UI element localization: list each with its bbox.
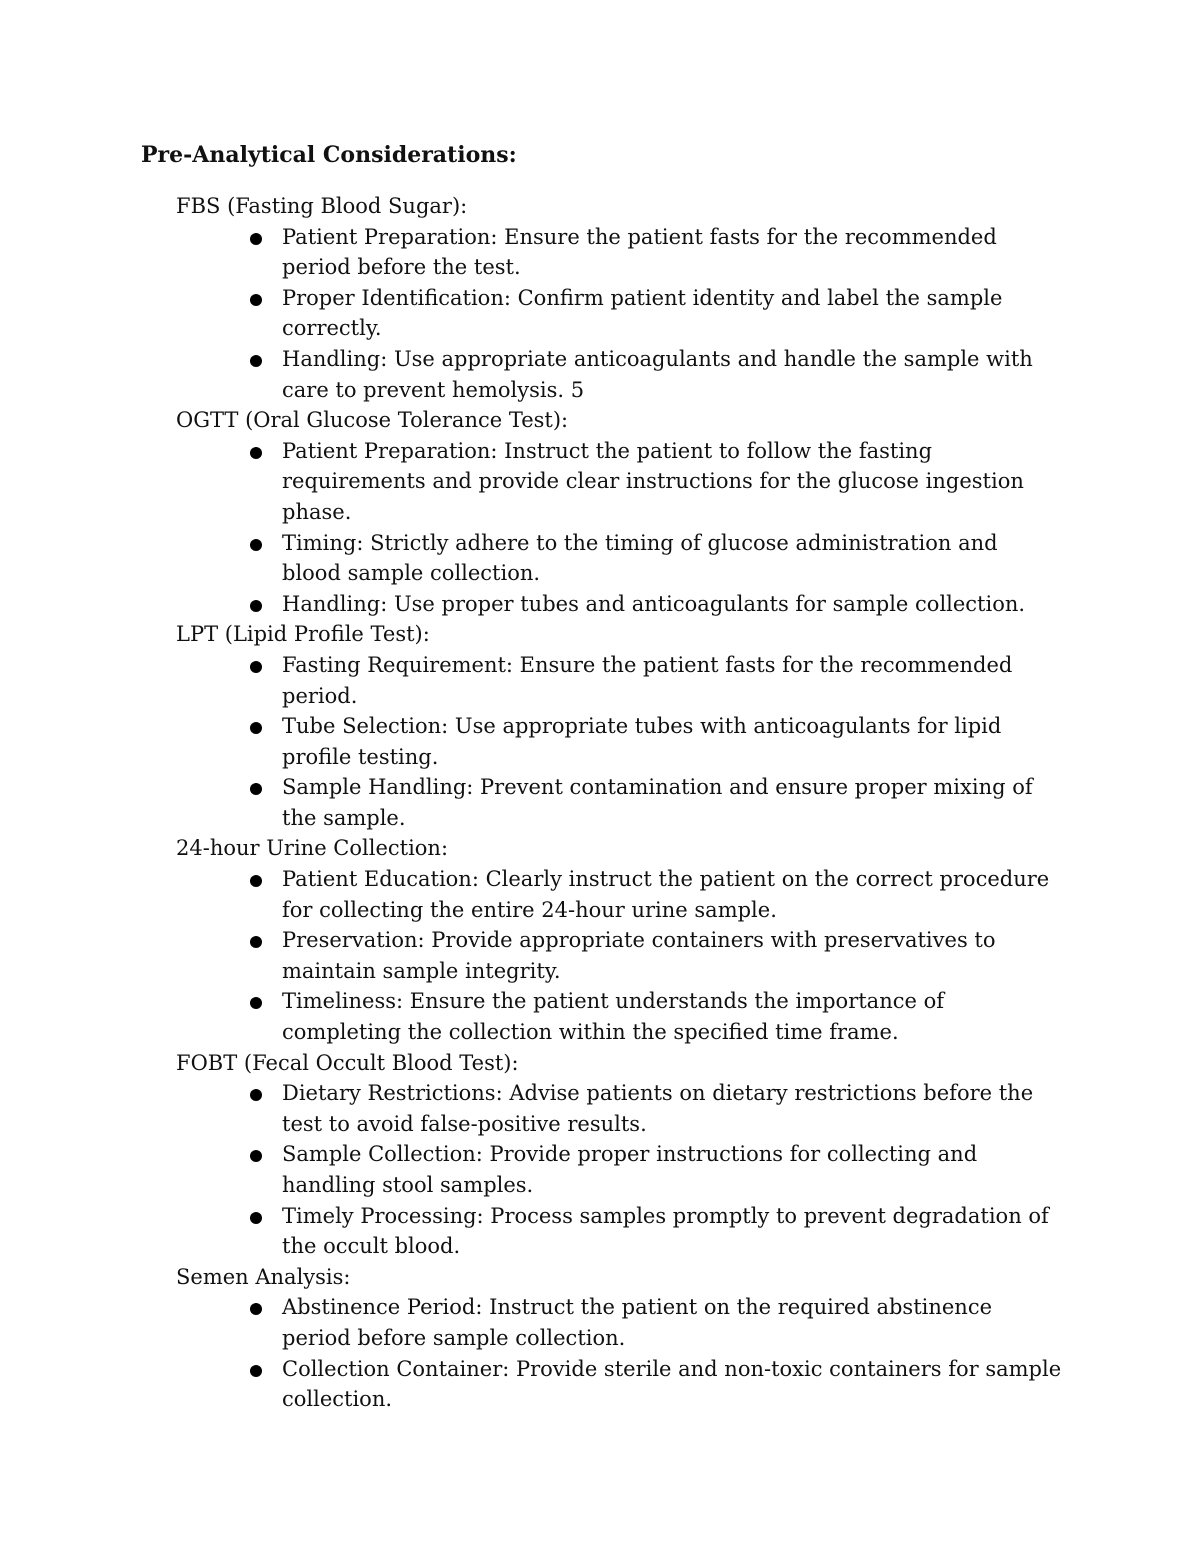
list-item (282, 986, 1062, 1047)
bullet-icon (250, 1150, 262, 1162)
list-item-text: Sample Collection: Provide proper instructions for collecting and handling stool samples. (282, 1142, 978, 1197)
bullet-icon (250, 875, 262, 887)
document-body (176, 191, 1076, 1415)
section-fbs (176, 191, 1076, 405)
bullet-icon (250, 997, 262, 1009)
list-item (282, 589, 1062, 620)
list-item-text: Handling: Use proper tubes and anticoagulants for sample collection. (282, 591, 1026, 616)
bullet-icon (250, 1303, 262, 1315)
bullet-icon (250, 539, 262, 551)
list-item-text: Fasting Requirement: Ensure the patient fasts for the recommended period. (282, 652, 1013, 708)
bullet-list (176, 222, 1076, 406)
list-item (282, 528, 1062, 589)
list-item (282, 864, 1062, 925)
bullet-icon (250, 661, 262, 673)
bullet-list (176, 436, 1076, 620)
section-ogtt (176, 405, 1076, 619)
bullet-icon (250, 936, 262, 948)
bullet-icon (250, 600, 262, 612)
list-item (282, 1078, 1062, 1139)
list-item-text: Patient Education: Clearly instruct the patient on the correct procedure for collecting the entire 24-hour urine sample. (282, 867, 1050, 922)
bullet-icon (250, 447, 262, 459)
bullet-icon (250, 783, 262, 795)
list-item-text: Handling: Use appropriate anticoagulants and handle the sample with care to prevent hemolysis. 5 (282, 346, 1033, 402)
list-item (282, 222, 1062, 283)
section-fobt (176, 1048, 1076, 1262)
section-lpt (176, 619, 1076, 833)
list-item (282, 1139, 1062, 1200)
bullet-icon (250, 355, 262, 367)
list-item (282, 1201, 1062, 1262)
list-item (282, 344, 1062, 405)
section-semen-analysis (176, 1262, 1076, 1415)
bullet-list (176, 1078, 1076, 1262)
section-heading: Semen Analysis: (176, 1264, 351, 1289)
bullet-icon (250, 233, 262, 245)
list-item-text: Collection Container: Provide sterile and non-toxic containers for sample collection. (282, 1356, 1062, 1412)
list-item (282, 925, 1062, 986)
section-heading: FBS (Fasting Blood Sugar): (176, 194, 468, 218)
list-item-text: Proper Identification: Confirm patient identity and label the sample correctly. (282, 285, 1003, 341)
bullet-icon (250, 1365, 262, 1377)
list-item-text: Patient Preparation: Ensure the patient fasts for the recommended period before the test. (282, 224, 997, 280)
list-item (282, 772, 1062, 833)
list-item-text: Timely Processing: Process samples promptly to prevent degradation of the occult blood. (282, 1203, 1049, 1259)
list-item-text: Abstinence Period: Instruct the patient on the required abstinence period before sample collection. (282, 1295, 993, 1350)
section-urine-collection (176, 833, 1076, 1047)
list-item-text: Timing: Strictly adhere to the timing of glucose administration and blood sample collection. (282, 530, 998, 586)
list-item-text: Patient Preparation: Instruct the patient to follow the fasting requirements and provide clear instructions for the glucose ingestion phase. (282, 438, 1024, 524)
section-heading: OGTT (Oral Glucose Tolerance Test): (176, 408, 569, 433)
list-item (282, 436, 1062, 528)
bullet-icon (250, 294, 262, 306)
section-heading: 24-hour Urine Collection: (176, 836, 449, 861)
bullet-list (176, 864, 1076, 1048)
list-item (282, 283, 1062, 344)
bullet-icon (250, 722, 262, 734)
list-item (282, 1354, 1062, 1415)
page-title: Pre-Analytical Considerations: (141, 142, 517, 168)
bullet-icon (250, 1089, 262, 1101)
bullet-list (176, 650, 1076, 834)
list-item-text: Sample Handling: Prevent contamination and ensure proper mixing of the sample. (282, 775, 1033, 830)
list-item-text: Dietary Restrictions: Advise patients on dietary restrictions before the test to avoid false-positive results. (282, 1081, 1034, 1136)
section-heading: LPT (Lipid Profile Test): (176, 622, 430, 647)
section-heading: FOBT (Fecal Occult Blood Test): (176, 1050, 519, 1075)
list-item-text: Preservation: Provide appropriate containers with preservatives to maintain sample integrity. (282, 928, 996, 983)
list-item (282, 650, 1062, 711)
bullet-list (176, 1292, 1076, 1414)
list-item (282, 1292, 1062, 1353)
list-item-text: Tube Selection: Use appropriate tubes with anticoagulants for lipid profile testing. (282, 714, 1002, 769)
bullet-icon (250, 1212, 262, 1224)
list-item (282, 711, 1062, 772)
list-item-text: Timeliness: Ensure the patient understands the importance of completing the collection within the specified time frame. (282, 989, 945, 1045)
